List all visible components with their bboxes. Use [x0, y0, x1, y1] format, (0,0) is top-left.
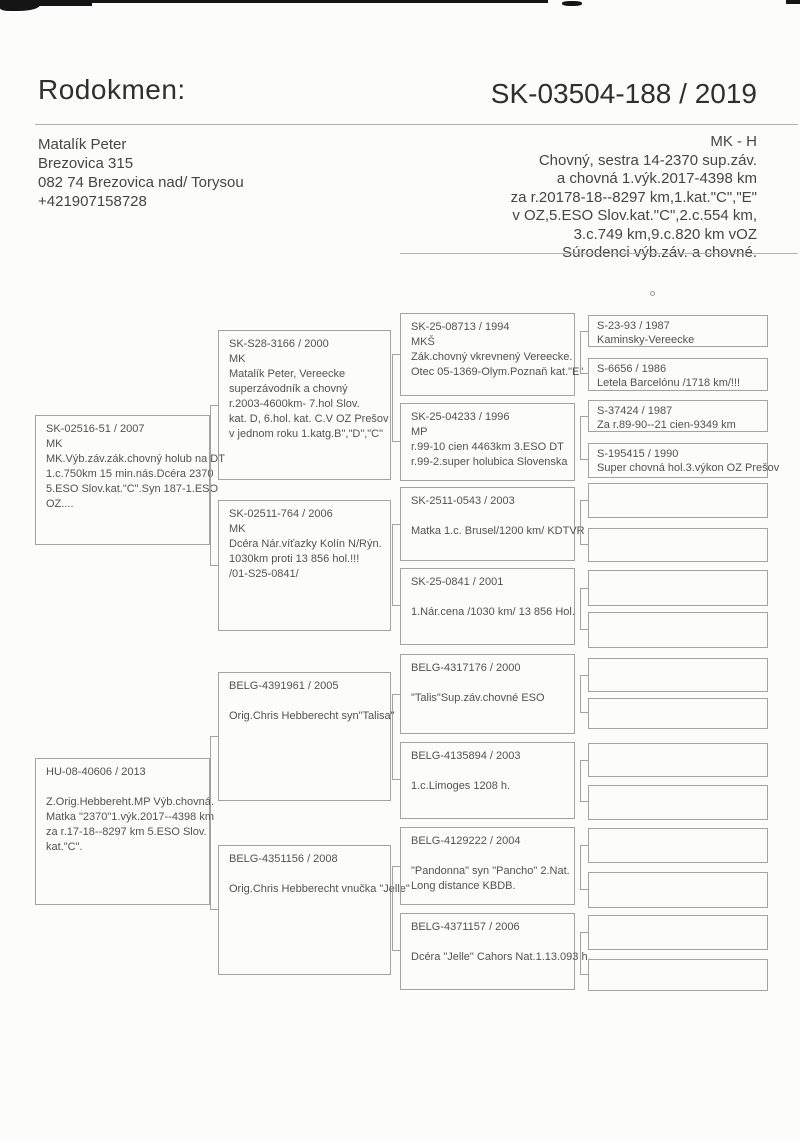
owner-name: Matalík Peter — [38, 136, 127, 153]
text-line: superzávodník a chovný — [229, 383, 348, 395]
text-line: BELG-4317176 / 2000 — [411, 662, 521, 674]
connector-bracket — [392, 354, 400, 442]
text-line: Z.Orig.Hebbereht.MP Výb.chovná. — [46, 796, 214, 808]
text-line: Super chovná hol.3.výkon OZ Prešov — [597, 462, 780, 474]
text-line — [229, 867, 390, 882]
text-line: S-195415 / 1990 — [597, 448, 679, 460]
text-line: MK — [229, 523, 246, 535]
text-line — [411, 590, 574, 605]
text-line: Matalík Peter, Vereecke — [229, 368, 346, 380]
text-line: r.99-2.super holubica Slovenska — [411, 456, 568, 468]
page-title: Rodokmen: — [38, 74, 186, 105]
text-line: 1030km proti 13 856 hol.!!! — [229, 553, 360, 565]
text-line: HU-08-40606 / 2013 — [46, 766, 146, 778]
text-line: v jednom roku 1.katg.B","D","C" — [229, 428, 384, 440]
pedigree-box-gen4-empty — [588, 915, 768, 950]
text-line: Dcéra Nár.víťazky Kolín N/Rýn. — [229, 538, 382, 550]
pedigree-box-gen4-empty — [588, 743, 768, 777]
text-line: kat. D, 6.hol. kat. C.V OZ Prešov — [229, 413, 389, 425]
text-line: S-6656 / 1986 — [597, 363, 667, 375]
text-line: Zák.chovný vkrevnený Vereecke. — [411, 351, 573, 363]
text-line: v OZ,5.ESO Slov.kat."C",2.c.554 km, — [512, 207, 757, 224]
pedigree-box-gen3 — [400, 742, 575, 819]
text-line: SK-25-08713 / 1994 — [411, 321, 510, 333]
text-line — [46, 780, 209, 795]
connector-bracket — [580, 331, 588, 374]
pedigree-box-gen4-empty — [588, 828, 768, 863]
text-line — [411, 849, 574, 864]
text-line: S-23-93 / 1987 — [597, 320, 670, 332]
pedigree-box-gen2 — [218, 845, 410, 975]
pedigree-box-gen2 — [218, 672, 395, 801]
text-line — [411, 676, 574, 691]
pedigree-box-gen3 — [400, 487, 585, 561]
scan-artifact — [562, 1, 582, 6]
text-line: SK-02511-764 / 2006 — [229, 508, 333, 520]
text-line: "Talis"Sup.záv.chovné ESO — [411, 692, 545, 704]
pedigree-box-gen4 — [588, 400, 768, 432]
pedigree-box-gen4-empty — [588, 698, 768, 729]
text-line: BELG-4351156 / 2008 — [229, 853, 338, 865]
text-line: SK-25-04233 / 1996 — [411, 411, 510, 423]
text-line: Long distance KBDB. — [411, 880, 516, 892]
text-line: MK.Výb.záv.zák.chovný holub na DT — [46, 453, 225, 465]
text-line: MK - H — [710, 133, 757, 150]
text-line: Orig.Chris Hebberecht syn"Talisa" — [229, 710, 395, 722]
pedigree-box-gen3 — [400, 313, 584, 396]
text-line: /01-S25-0841/ — [229, 568, 299, 580]
text-line — [411, 935, 574, 950]
text-line: S-37424 / 1987 — [597, 405, 673, 417]
scan-artifact — [650, 291, 655, 296]
owner-city: 082 74 Brezovica nad/ Torysou — [38, 174, 244, 191]
connector-bracket — [580, 588, 588, 630]
text-line: Matka "2370"1.výk.2017--4398 km — [46, 811, 215, 823]
ring-number: SK-03504-188 / 2019 — [490, 78, 757, 109]
pedigree-box-gen3 — [400, 913, 591, 990]
connector-bracket — [580, 845, 588, 890]
pedigree-box-gen3 — [400, 403, 575, 481]
header-divider-right — [400, 253, 798, 254]
text-line: "Pandonna" syn "Pancho" 2.Nat. — [411, 865, 570, 877]
connector-bracket — [210, 736, 218, 910]
text-line: 1.Nár.cena /1030 km/ 13 856 Hol. — [411, 606, 575, 618]
text-line: za r.17-18--8297 km 5.ESO Slov. — [46, 826, 207, 838]
pedigree-box-dam — [35, 758, 215, 905]
pedigree-box-gen3 — [400, 654, 575, 734]
connector-bracket — [210, 405, 218, 566]
connector-bracket — [580, 500, 588, 545]
pedigree-box-gen4 — [588, 358, 768, 391]
text-line: a chovná 1.výk.2017-4398 km — [556, 170, 757, 187]
pedigree-box-gen4-empty — [588, 483, 768, 518]
pedigree-box-gen4-empty — [588, 570, 768, 606]
scan-artifact — [786, 0, 800, 4]
owner-street: Brezovica 315 — [38, 155, 134, 172]
text-line: 1.c.Limoges 1208 h. — [411, 780, 511, 792]
text-line: 3.c.749 km,9.c.820 km vOZ — [573, 225, 757, 243]
pedigree-box-gen4-empty — [588, 528, 768, 562]
text-line: kat."C". — [46, 841, 83, 853]
pedigree-box-gen4-empty — [588, 658, 768, 692]
connector-bracket — [580, 932, 588, 975]
pedigree-box-gen4-empty — [588, 959, 768, 991]
header-divider — [35, 124, 798, 125]
text-line: BELG-4391961 / 2005 — [229, 680, 339, 692]
text-line: BELG-4371157 / 2006 — [411, 921, 520, 933]
text-line: 1.c.750km 15 min.nás.Dcéra 2370 — [46, 468, 214, 480]
text-line: 5.ESO Slov.kat."C".Syn 187-1.ESO — [46, 483, 219, 495]
text-line: SK-S28-3166 / 2000 — [229, 338, 329, 350]
text-line: Chovný, sestra 14-2370 sup.záv. — [538, 151, 757, 169]
text-line: OZ.... — [46, 498, 74, 510]
bird-description — [511, 133, 757, 263]
pedigree-box-gen3 — [400, 827, 575, 905]
text-line: SK-25-0841 / 2001 — [411, 576, 504, 588]
text-line — [411, 764, 574, 779]
pedigree-box-gen4 — [588, 443, 780, 478]
text-line: MP — [411, 426, 428, 438]
pedigree-box-sire — [35, 415, 225, 545]
text-line: za r.20178-18--8297 km,1.kat."C","E" — [510, 188, 757, 206]
text-line: MKŠ — [411, 336, 435, 348]
text-line: BELG-4129222 / 2004 — [411, 835, 521, 847]
text-line: Dcéra "Jelle" Cahors Nat.1.13.093 h. — [411, 951, 591, 963]
pedigree-box-gen3 — [400, 568, 575, 645]
text-line: r.2003-4600km- 7.hol Slov. — [229, 398, 360, 410]
connector-bracket — [392, 694, 400, 780]
text-line: Za r.89-90--21 cien-9349 km — [597, 419, 736, 431]
text-line: Otec 05-1369-Olym.Poznaň kat."E" — [411, 366, 584, 378]
connector-bracket — [580, 760, 588, 802]
text-line: Orig.Chris Hebberecht vnučka "Jelle" — [229, 883, 410, 895]
scan-artifact — [0, 0, 40, 11]
pedigree-box-gen2 — [218, 330, 391, 480]
text-line: Matka 1.c. Brusel/1200 km/ KDTVR — [411, 525, 585, 537]
text-line: Letela Barcelónu /1718 km/!!! — [597, 377, 741, 389]
connector-bracket — [580, 416, 588, 460]
pedigree-box-gen2 — [218, 500, 391, 631]
text-line: MK — [229, 353, 246, 365]
text-line: BELG-4135894 / 2003 — [411, 750, 521, 762]
pedigree-box-gen4 — [588, 315, 768, 347]
pedigree-box-gen4-empty — [588, 872, 768, 908]
connector-bracket — [392, 866, 400, 951]
text-line: Kaminsky-Vereecke — [597, 334, 695, 346]
text-line: SK-02516-51 / 2007 — [46, 423, 145, 435]
text-line: Súrodenci výb.záv. a chovné. — [562, 244, 757, 261]
pedigree-box-gen4-empty — [588, 612, 768, 648]
connector-bracket — [392, 524, 400, 606]
text-line: SK-2511-0543 / 2003 — [411, 495, 515, 507]
text-line — [411, 509, 574, 524]
connector-bracket — [580, 675, 588, 713]
owner-block — [38, 135, 244, 211]
text-line: r.99-10 cien 4463km 3.ESO DT — [411, 441, 564, 453]
text-line: MK — [46, 438, 63, 450]
text-line — [229, 694, 390, 709]
pedigree-box-gen4-empty — [588, 785, 768, 820]
owner-phone: +421907158728 — [38, 193, 147, 210]
